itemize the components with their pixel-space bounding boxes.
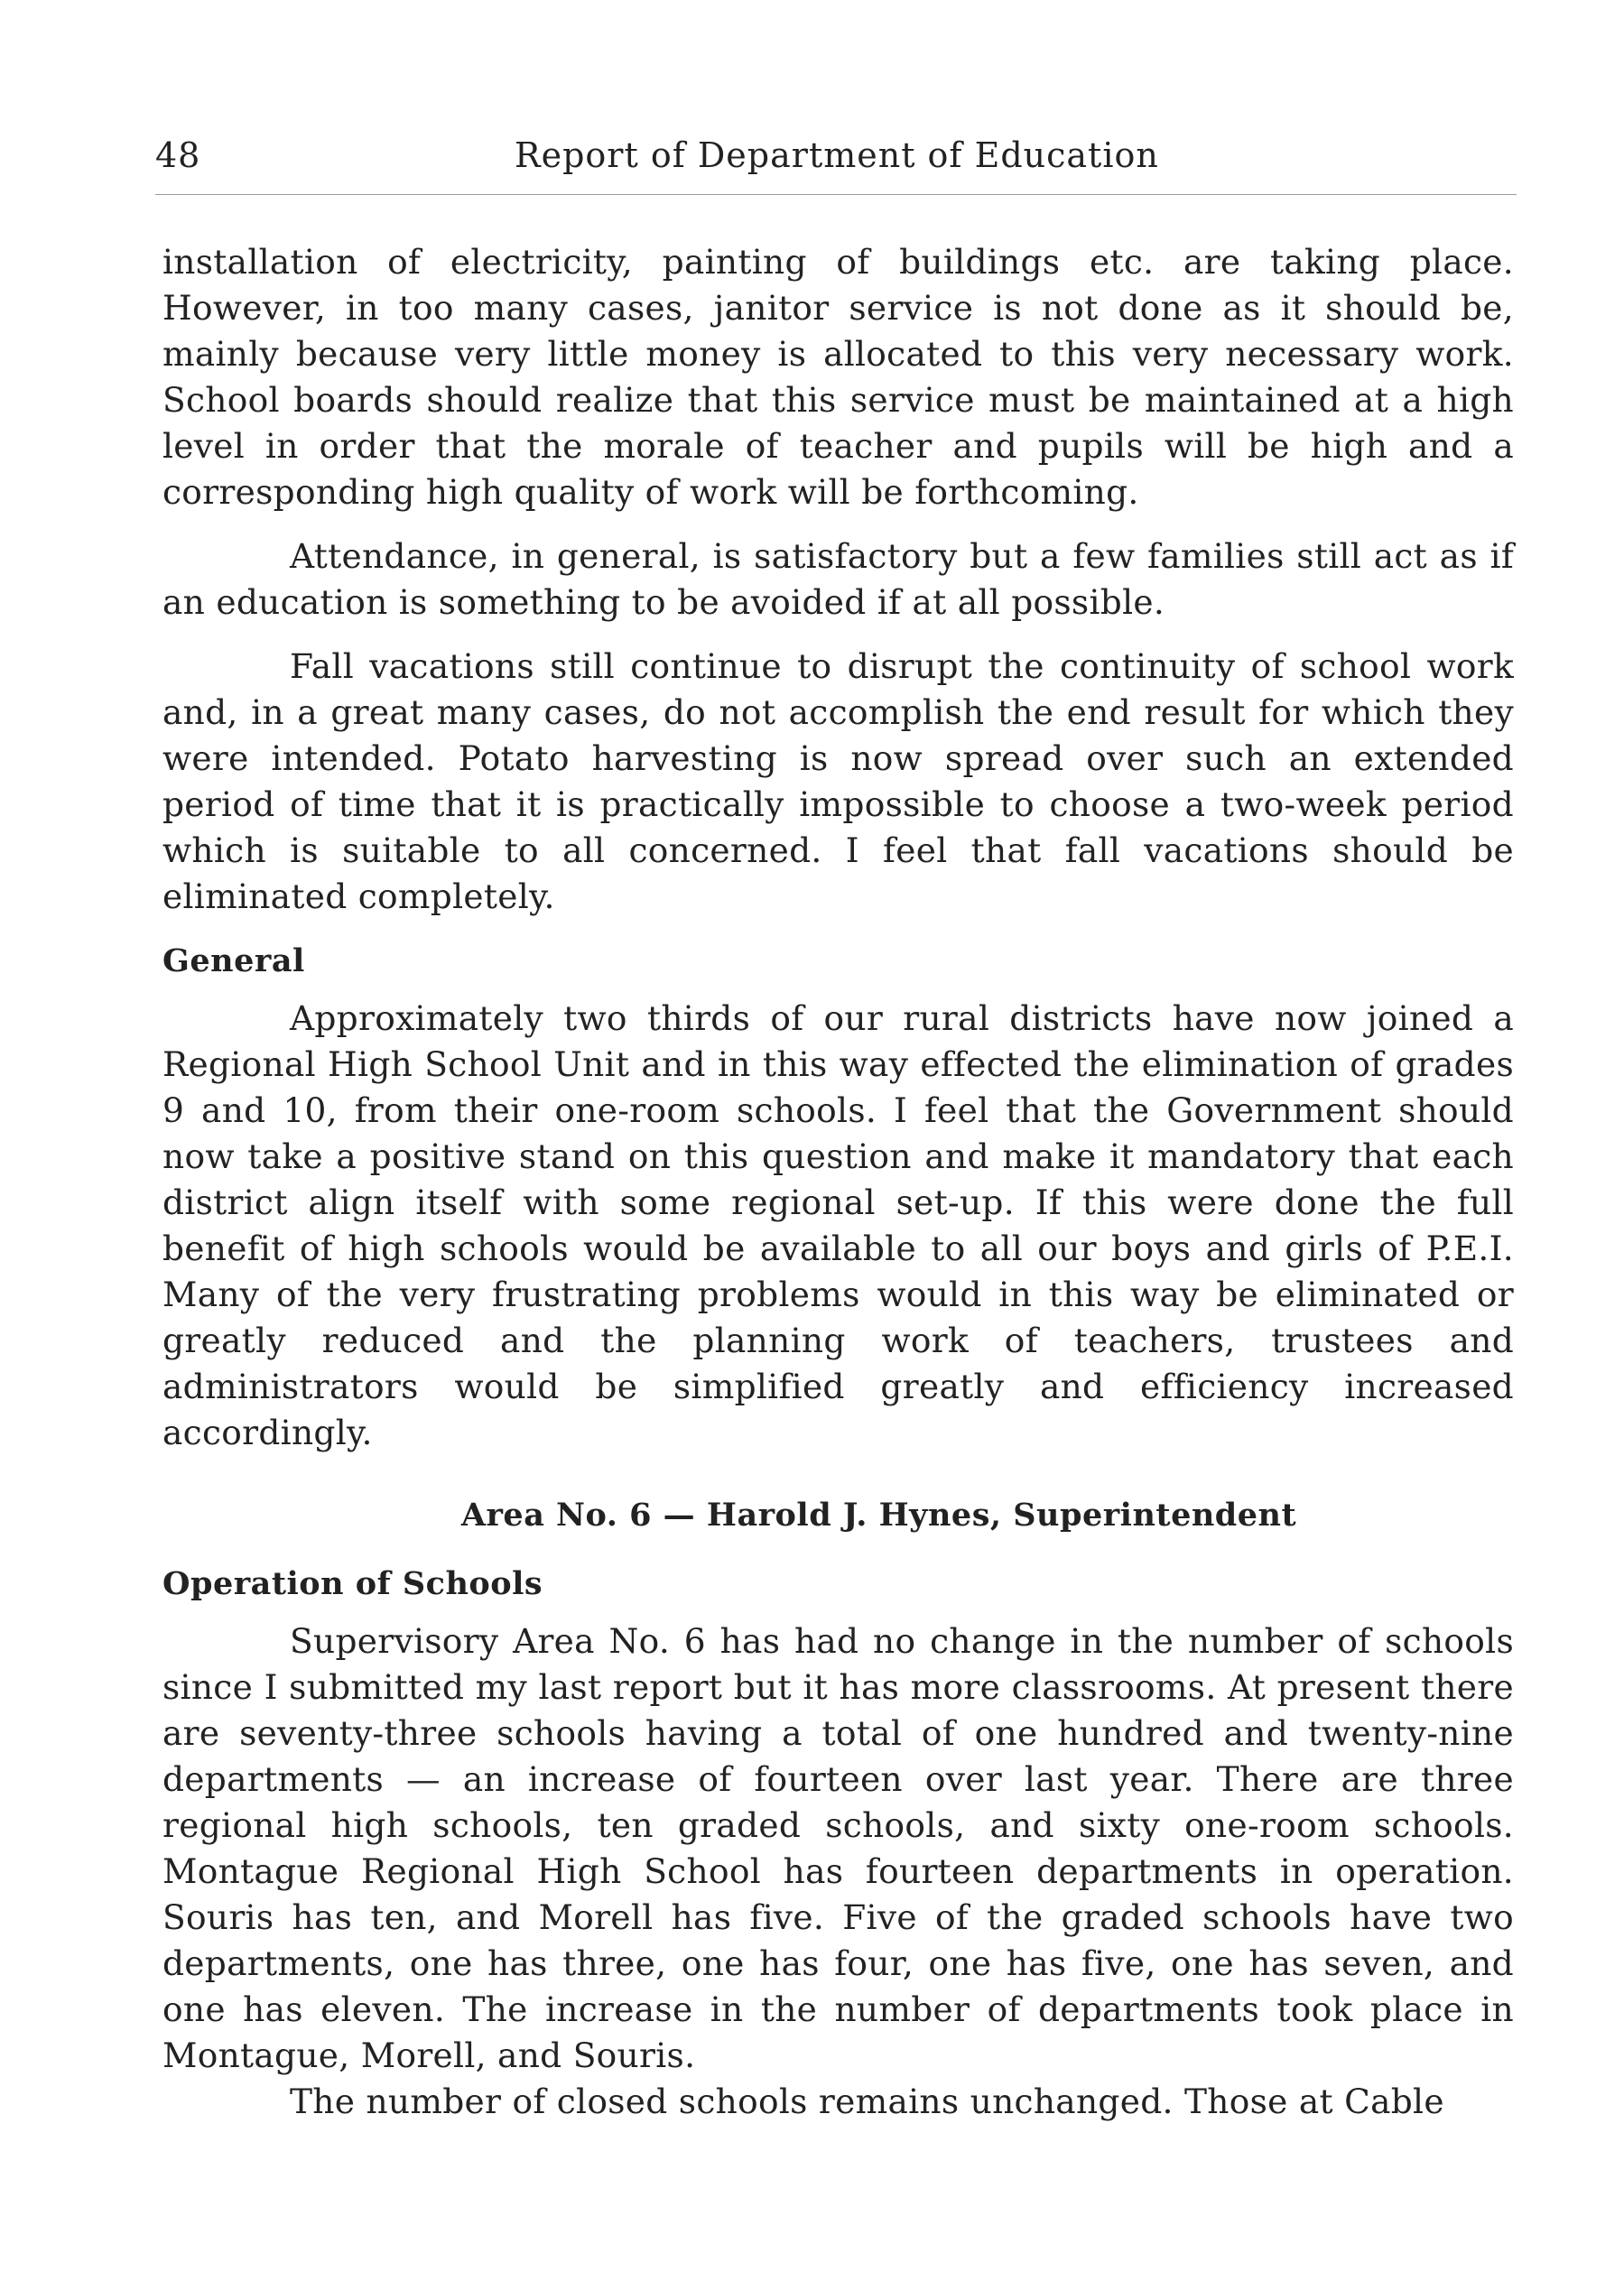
page-number: 48 — [155, 135, 201, 175]
section-heading-general: General — [162, 942, 305, 979]
paragraph-regional-high-schools: Approximately two thirds of our rural districts have now joined a Regional High School Unit and in this way effected the elimination of grades 9 and 10, from their one-room schools. I feel that the Government should now take a positive stand on this question and make it mandatory that each district align itself with some regional set-up. If this were done the full benefit of high schools would be available to all our boys and girls of P.E.I. Many of the very frustrating problems would in this way be eliminated or greatly reduced and the planning work of teachers, trustees and administrators would be simplified greatly and efficiency increased accordingly. — [162, 998, 1514, 1452]
paragraph-closed-schools: The number of closed schools remains unchanged. Those at Cable — [290, 2082, 1444, 2121]
header-rule — [155, 194, 1517, 195]
paragraph-fall-vacations: Fall vacations still continue to disrupt the continuity of school work and, in a great many cases, do not accomplish the end result for which they were intended. Potato harvesting is now spread over such an extended period of time that it is practically impossible to choose a two-week period which is suitable to all concerned. I feel that fall vacations should be eliminated completely. — [162, 646, 1514, 916]
paragraph-attendance: Attendance, in general, is satisfactory but a few families still act as if an education is something to be avoided if at all possible. — [162, 536, 1514, 622]
paragraph-supervisory-area: Supervisory Area No. 6 has had no change in the number of schools since I submitted my last report but it has more classrooms. At present there are seventy-three schools having a total of one hundred and twenty-nine departments — an increase of fourteen over last year. There are three regional high schools, ten graded schools, and sixty one-room schools. Montague Regional High School has fourteen departments in operation. Souris has ten, and Morell has five. Five of the graded schools have two departments, one has three, one has four, one has five, one has seven, and one has eleven. The increase in the number of departments took place in Montague, Morell, and Souris. — [162, 1621, 1514, 2075]
page-body — [162, 239, 1514, 2125]
running-head: Report of Department of Education — [515, 135, 1159, 175]
section-heading-operation-of-schools: Operation of Schools — [162, 1565, 543, 1602]
area-heading: Area No. 6 — Harold J. Hynes, Superintendent — [460, 1497, 1297, 1534]
page-header — [155, 135, 1517, 190]
paragraph-janitor-service: installation of electricity, painting of buildings etc. are taking place. However, in too many cases, janitor service is not done as it should be, mainly because very little money is allocated to this very necessary work. School boards should realize that this service must be maintained at a high level in order that the morale of teacher and pupils will be high and a corresponding high quality of work will be forthcoming. — [162, 242, 1514, 512]
